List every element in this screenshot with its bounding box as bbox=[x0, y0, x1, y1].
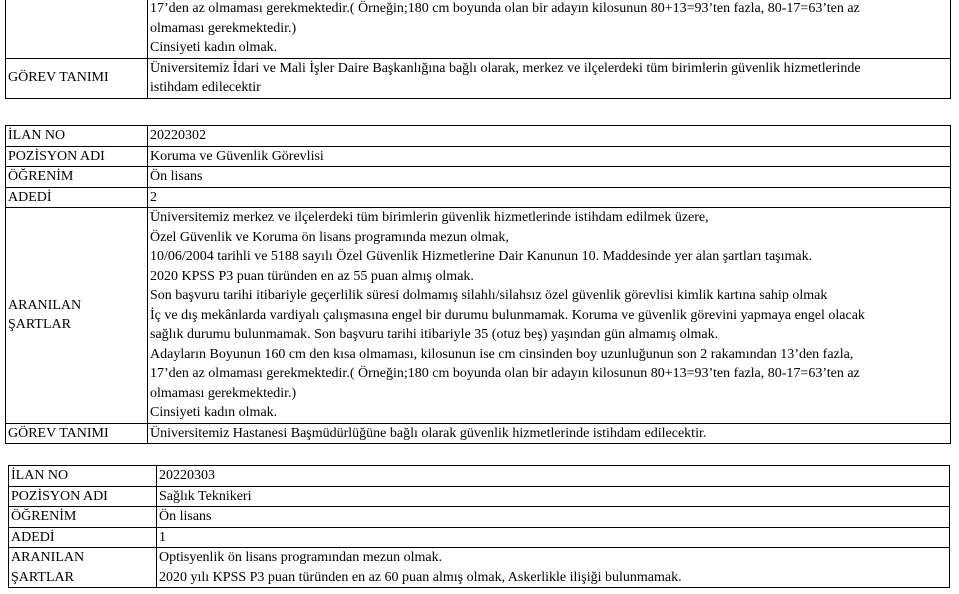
gorev-line: istihdam edilecektir bbox=[150, 80, 261, 95]
table-row-requirements bbox=[6, 0, 951, 58]
table-row-adedi bbox=[9, 527, 950, 548]
table-row-gorev bbox=[6, 58, 951, 98]
table-row-aranilan bbox=[6, 208, 951, 424]
requirement-line: Cinsiyeti kadın olmak. bbox=[150, 405, 278, 420]
ogrenim-value: Ön lisans bbox=[148, 167, 951, 188]
gorev-label: GÖREV TANIMI bbox=[6, 423, 148, 444]
table-row-pozisyon bbox=[9, 486, 950, 507]
ogrenim-label: ÖĞRENİM bbox=[6, 167, 148, 188]
requirements-label-cell bbox=[6, 0, 148, 58]
aranilan-label bbox=[6, 208, 148, 424]
ilan-label: İLAN NO bbox=[9, 466, 157, 487]
aranilan-label-line: ARANILAN bbox=[8, 297, 82, 313]
pozisyon-label: POZİSYON ADI bbox=[6, 146, 148, 167]
ilan-value: 20220302 bbox=[148, 126, 951, 147]
job-table-20220303 bbox=[8, 465, 950, 588]
ilan-label: İLAN NO bbox=[6, 126, 148, 147]
table-row-ilan bbox=[6, 126, 951, 147]
pozisyon-value: Sağlık Teknikeri bbox=[157, 486, 950, 507]
table-row-adedi bbox=[6, 187, 951, 208]
table-row-ilan bbox=[9, 466, 950, 487]
pozisyon-label: POZİSYON ADI bbox=[9, 486, 157, 507]
aranilan-label bbox=[9, 548, 157, 588]
requirement-line: Üniversitemiz merkez ve ilçelerdeki tüm birimlerin güvenlik hizmetlerinde istihdam edilmek üzere, bbox=[150, 210, 709, 225]
requirement-line: 17’den az olmaması gerekmektedir.( Örneğin;180 cm boyunda olan bir adayın kilosunun 80+13=93’ten fazla, 80-17=63’ten az bbox=[150, 1, 860, 16]
aranilan-label-line: ARANILAN bbox=[11, 550, 85, 565]
table-row-pozisyon bbox=[6, 146, 951, 167]
requirement-line: olmaması gerekmektedir.) bbox=[150, 385, 297, 401]
job-table-20220302 bbox=[5, 125, 951, 444]
adedi-label: ADEDİ bbox=[6, 187, 148, 208]
aranilan-label-line: ŞARTLAR bbox=[8, 317, 71, 333]
gorev-value bbox=[148, 58, 951, 98]
job-table-continued bbox=[5, 0, 951, 99]
table-row-aranilan bbox=[9, 548, 950, 588]
ogrenim-label: ÖĞRENİM bbox=[9, 507, 157, 528]
gorev-label: GÖREV TANIMI bbox=[6, 58, 148, 98]
requirement-line: Son başvuru tarihi itibariyle geçerlilik süresi dolmamış silahlı/silahsız özel güvenlik görevlisi kimlik kartına sahip olmak bbox=[150, 288, 828, 303]
requirement-line: Cinsiyeti kadın olmak. bbox=[150, 40, 278, 55]
aranilan-value bbox=[148, 208, 951, 424]
adedi-label: ADEDİ bbox=[9, 527, 157, 548]
requirements-value-cell bbox=[148, 0, 951, 58]
ogrenim-value: Ön lisans bbox=[157, 507, 950, 528]
requirement-line: 17’den az olmaması gerekmektedir.( Örneğin;180 cm boyunda olan bir adayın kilosunun 80+13=93’ten fazla, 80-17=63’ten az bbox=[150, 366, 860, 381]
gorev-value: Üniversitemiz Hastanesi Başmüdürlüğüne bağlı olarak güvenlik hizmetlerinde istihdam edilecektir. bbox=[148, 423, 951, 444]
requirement-line: sağlık durumu bulunmamak. Son başvuru tarihi itibariyle 35 (otuz beş) yaşından gün almamış olmak. bbox=[150, 327, 719, 342]
requirement-line: 2020 yılı KPSS P3 puan türünden en az 60 puan almış olmak, Askerlikle ilişiği bulunmamak. bbox=[159, 569, 682, 585]
requirement-line: 10/06/2004 tarihli ve 5188 sayılı Özel Güvenlik Hizmetlerine Dair Kanunun 10. Maddesinde yer alan şartları taşımak. bbox=[150, 249, 813, 264]
table-row-ogrenim bbox=[6, 167, 951, 188]
requirement-line: olmaması gerekmektedir.) bbox=[150, 20, 297, 36]
gorev-line: Üniversitemiz İdari ve Mali İşler Daire Başkanlığına bağlı olarak, merkez ve ilçelerdeki tüm birimlerin güvenlik hizmetlerinde bbox=[150, 60, 861, 76]
requirement-line: Optisyenlik ön lisans programından mezun olmak. bbox=[159, 550, 443, 565]
adedi-value: 1 bbox=[157, 527, 950, 548]
table-row-gorev bbox=[6, 423, 951, 444]
requirement-line: Adayların Boyunun 160 cm den kısa olmaması, kilosunun ise cm cinsinden boy uzunluğunun son 2 rakamından 13’den fazla, bbox=[150, 346, 854, 362]
requirement-line: 2020 KPSS P3 puan türünden en az 55 puan almış olmak. bbox=[150, 268, 474, 284]
adedi-value: 2 bbox=[148, 187, 951, 208]
pozisyon-value: Koruma ve Güvenlik Görevlisi bbox=[148, 146, 951, 167]
table-row-ogrenim bbox=[9, 507, 950, 528]
aranilan-label-line: ŞARTLAR bbox=[11, 569, 74, 585]
ilan-value: 20220303 bbox=[157, 466, 950, 487]
aranilan-value bbox=[157, 548, 950, 588]
requirement-line: Özel Güvenlik ve Koruma ön lisans programında mezun olmak, bbox=[150, 229, 509, 245]
requirement-line: İç ve dış mekânlarda vardiyalı çalışmasına engel bir durumu bulunmamak. Koruma ve güvenlik görevini yapmaya engel olacak bbox=[150, 307, 865, 323]
